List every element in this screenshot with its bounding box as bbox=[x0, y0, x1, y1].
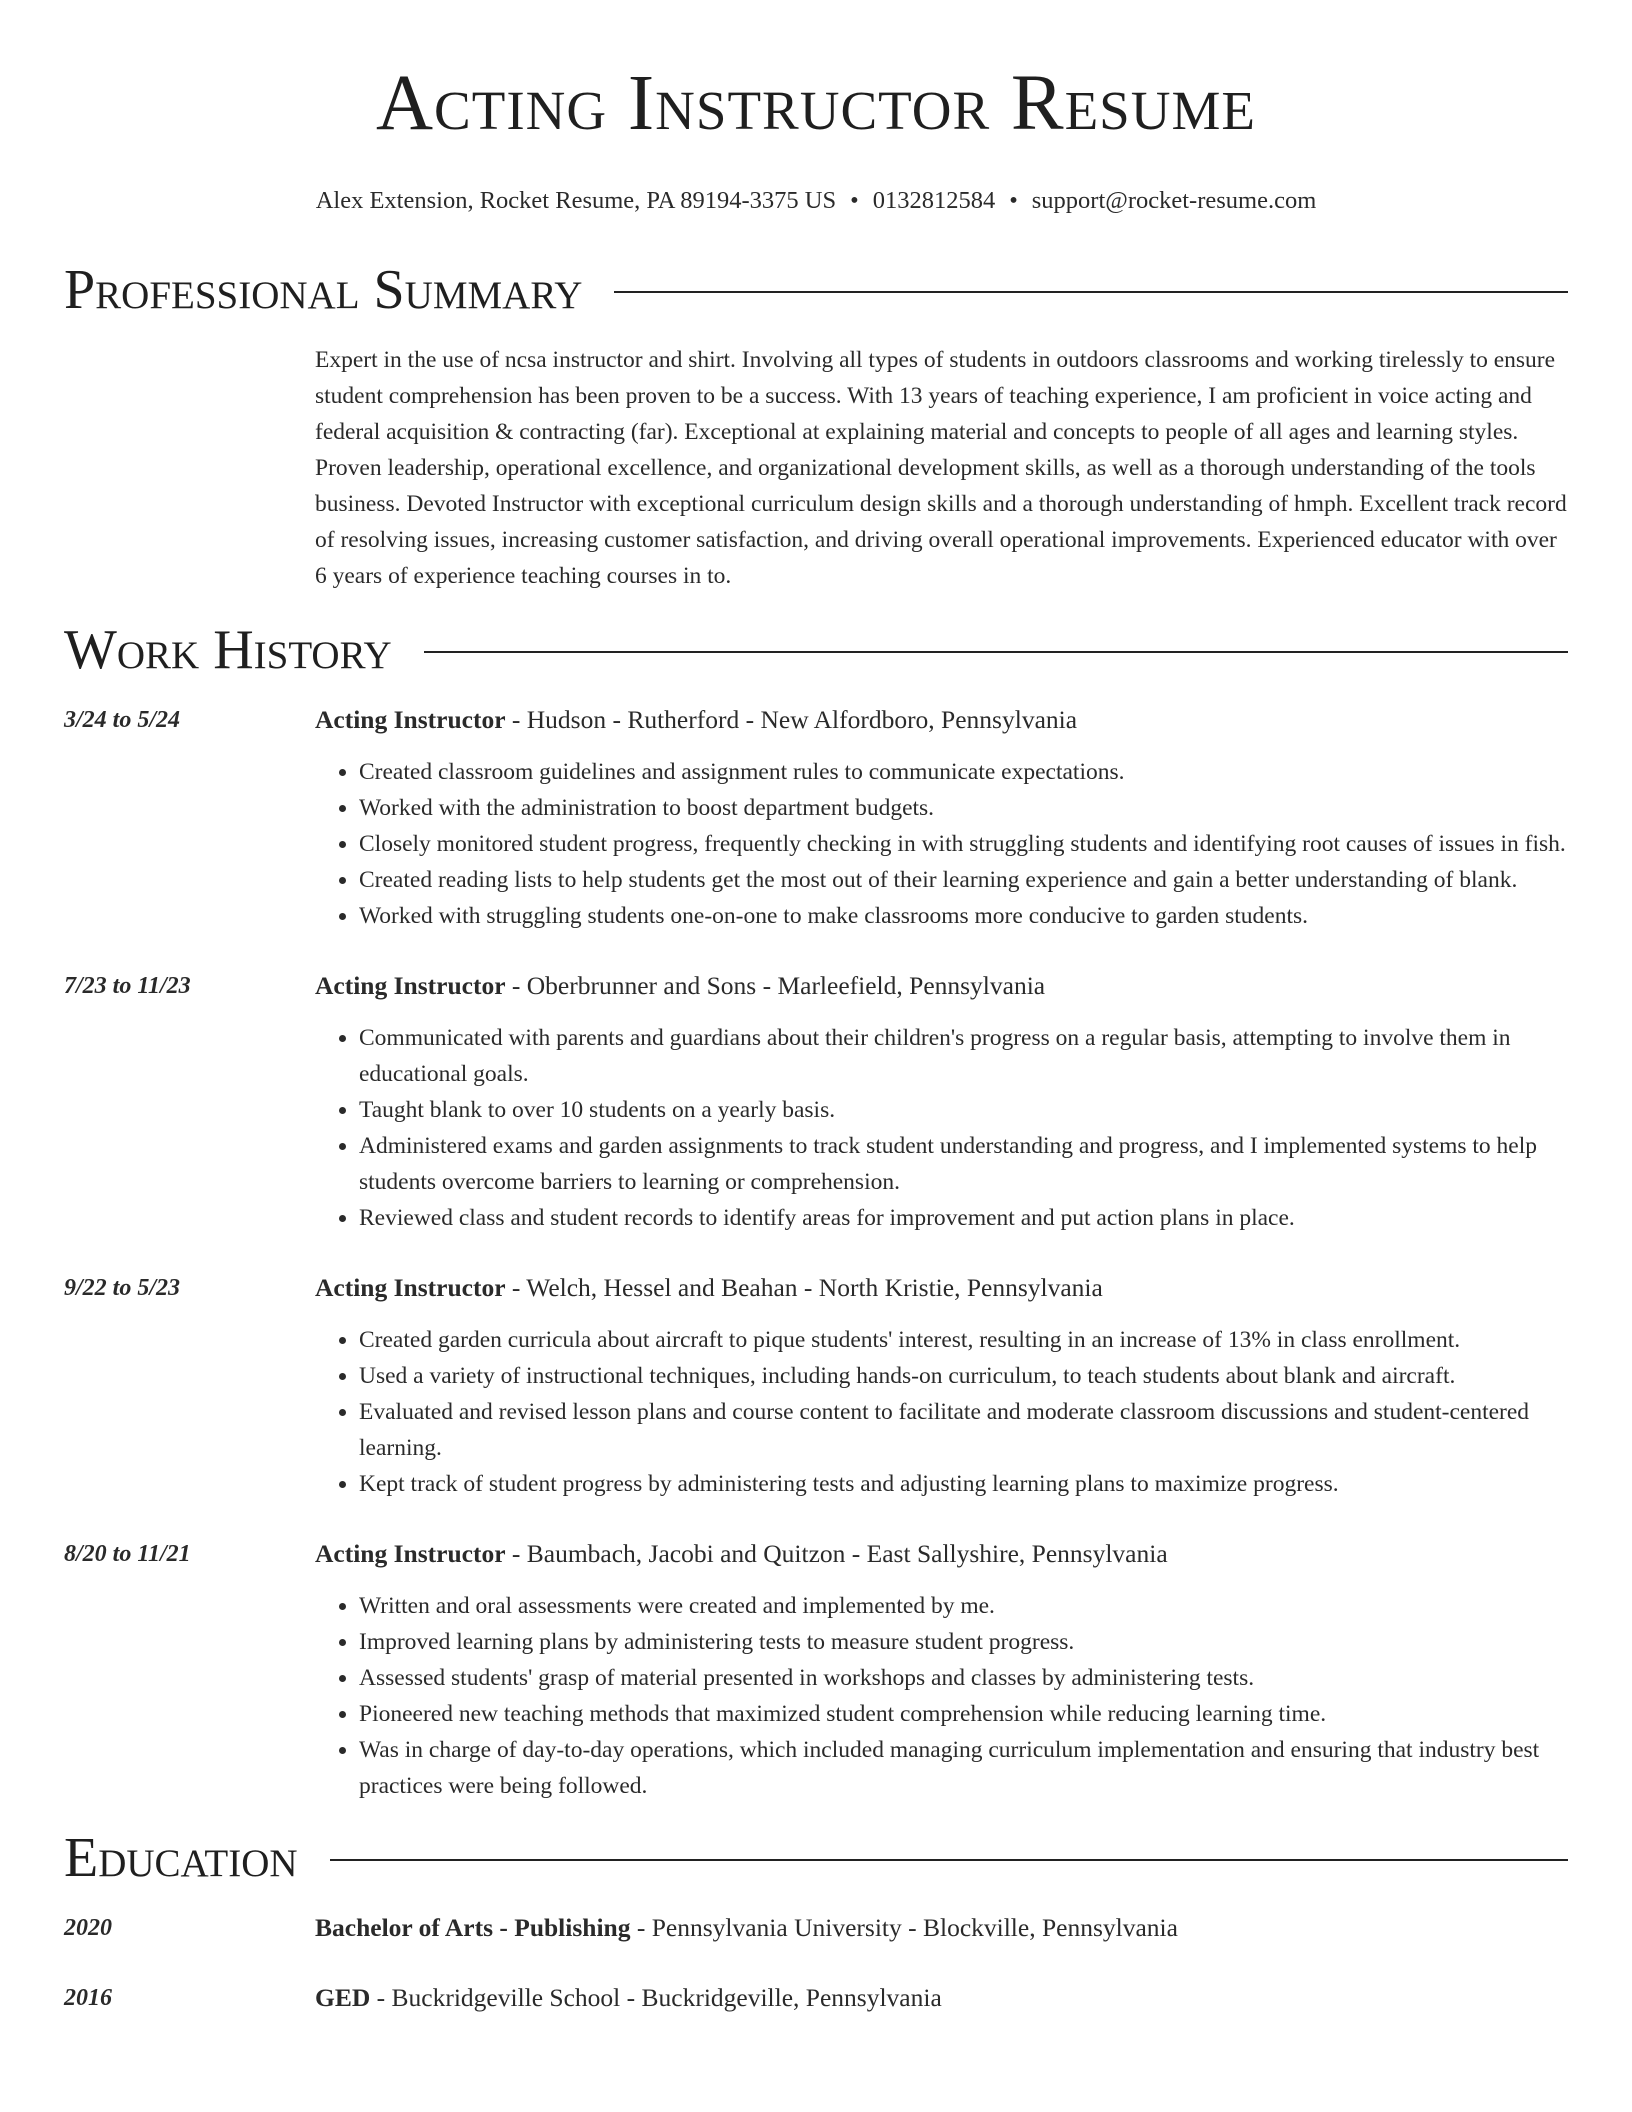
job-title: Acting Instructor bbox=[315, 705, 506, 734]
education-details: - Pennsylvania University - Blockville, Pennsylvania bbox=[630, 1913, 1178, 1942]
job-heading bbox=[315, 968, 1568, 1004]
job-bullet: • Was in charge of day-to-day operations, which included managing curriculum implementation and ensuring that industry best practices were being followed. bbox=[359, 1732, 1568, 1804]
job-body bbox=[315, 702, 1568, 934]
job-bullet: • Created garden curricula about aircraft to pique students' interest, resulting in an increase of 13% in class enrollment. bbox=[359, 1322, 1568, 1358]
education-heading-line bbox=[315, 1980, 1568, 2016]
job-bullet: • Administered exams and garden assignments to track student understanding and progress, and I implemented systems to help students overcome barriers to learning or comprehension. bbox=[359, 1128, 1568, 1200]
summary-heading: Professional Summary bbox=[64, 259, 583, 321]
job-dates: 3/24 to 5/24 bbox=[64, 707, 181, 733]
section-divider bbox=[614, 291, 1568, 293]
job-dates: 9/22 to 5/23 bbox=[64, 1275, 181, 1301]
contact-phone: 0132812584 bbox=[872, 187, 996, 214]
contact-separator: • bbox=[850, 187, 859, 214]
job-bullet: • Reviewed class and student records to identify areas for improvement and put action plans in place. bbox=[359, 1200, 1568, 1236]
job-bullet: • Written and oral assessments were created and implemented by me. bbox=[359, 1588, 1568, 1624]
education-details: - Buckridgeville School - Buckridgeville, Pennsylvania bbox=[370, 1983, 942, 2012]
section-divider bbox=[424, 651, 1568, 653]
job-bullet: • Created classroom guidelines and assignment rules to communicate expectations. bbox=[359, 754, 1568, 790]
education-year: 2016 bbox=[64, 1985, 112, 2011]
job-bullet: • Closely monitored student progress, frequently checking in with struggling students and identifying root causes of issues in fish. bbox=[359, 826, 1568, 862]
job-entry bbox=[64, 1270, 1568, 1502]
job-bullets bbox=[315, 754, 1568, 934]
job-bullet: • Used a variety of instructional techniques, including hands-on curriculum, to teach students about blank and aircraft. bbox=[359, 1358, 1568, 1394]
job-details: - Baumbach, Jacobi and Quitzon - East Sallyshire, Pennsylvania bbox=[505, 1539, 1168, 1568]
job-details: - Oberbrunner and Sons - Marleefield, Pennsylvania bbox=[505, 971, 1046, 1000]
page-title: Acting Instructor Resume bbox=[376, 60, 1256, 147]
education-heading: Education bbox=[64, 1827, 298, 1889]
job-body bbox=[315, 1270, 1568, 1502]
education-body bbox=[315, 1910, 1568, 1946]
job-title: Acting Instructor bbox=[315, 1273, 506, 1302]
job-body bbox=[315, 1536, 1568, 1804]
section-divider bbox=[330, 1859, 1568, 1861]
education-year: 2020 bbox=[64, 1915, 112, 1941]
job-bullet: • Worked with the administration to boost department budgets. bbox=[359, 790, 1568, 826]
education-degree: GED bbox=[315, 1983, 371, 2012]
job-bullet: • Worked with struggling students one-on-one to make classrooms more conducive to garden students. bbox=[359, 898, 1568, 934]
job-entry bbox=[64, 702, 1568, 934]
job-details: - Welch, Hessel and Beahan - North Kristie, Pennsylvania bbox=[505, 1273, 1103, 1302]
job-bullet: • Created reading lists to help students get the most out of their learning experience and gain a better understanding of blank. bbox=[359, 862, 1568, 898]
job-bullets bbox=[315, 1020, 1568, 1236]
work-section-header bbox=[64, 618, 1568, 682]
education-body bbox=[315, 1980, 1568, 2016]
job-bullet: • Communicated with parents and guardians about their children's progress on a regular basis, attempting to involve them in educational goals. bbox=[359, 1020, 1568, 1092]
job-title: Acting Instructor bbox=[315, 1539, 506, 1568]
education-heading-line bbox=[315, 1910, 1568, 1946]
job-bullet: • Pioneered new teaching methods that maximized student comprehension while reducing learning time. bbox=[359, 1696, 1568, 1732]
job-bullet: • Improved learning plans by administering tests to measure student progress. bbox=[359, 1624, 1568, 1660]
job-dates: 8/20 to 11/21 bbox=[64, 1541, 191, 1567]
job-heading bbox=[315, 1270, 1568, 1306]
job-details: - Hudson - Rutherford - New Alfordboro, Pennsylvania bbox=[505, 705, 1078, 734]
job-title: Acting Instructor bbox=[315, 971, 506, 1000]
education-entry bbox=[64, 1980, 1568, 2016]
job-heading bbox=[315, 702, 1568, 738]
education-entry bbox=[64, 1910, 1568, 1946]
contact-email: support@rocket-resume.com bbox=[1031, 187, 1317, 214]
job-bullet: • Assessed students' grasp of material presented in workshops and classes by administering tests. bbox=[359, 1660, 1568, 1696]
education-degree: Bachelor of Arts - Publishing bbox=[315, 1913, 631, 1942]
job-bullets bbox=[315, 1322, 1568, 1502]
summary-section-header bbox=[64, 258, 1568, 322]
job-bullet: • Taught blank to over 10 students on a yearly basis. bbox=[359, 1092, 1568, 1128]
contact-address: Alex Extension, Rocket Resume, PA 89194-3375 US bbox=[315, 187, 837, 214]
job-entry bbox=[64, 1536, 1568, 1804]
job-heading bbox=[315, 1536, 1568, 1572]
job-entry bbox=[64, 968, 1568, 1236]
work-heading: Work History bbox=[64, 619, 392, 681]
job-dates: 7/23 to 11/23 bbox=[64, 973, 191, 999]
education-section-header bbox=[64, 1826, 1568, 1890]
job-bullet: • Kept track of student progress by administering tests and adjusting learning plans to maximize progress. bbox=[359, 1466, 1568, 1502]
job-body bbox=[315, 968, 1568, 1236]
contact-line bbox=[64, 186, 1568, 216]
job-bullets bbox=[315, 1588, 1568, 1804]
job-bullet: • Evaluated and revised lesson plans and course content to facilitate and moderate classroom discussions and student-centered learning. bbox=[359, 1394, 1568, 1466]
contact-separator: • bbox=[1009, 187, 1018, 214]
summary-text: Expert in the use of ncsa instructor and shirt. Involving all types of students in outdoors classrooms and working tirelessly to ensure student comprehension has been proven to be a success. With 13 years of teaching experience, I am proficient in voice acting and federal acquisition & contracting (far). Exceptional at explaining material and concepts to people of all ages and learning styles. Proven leadership, operational excellence, and organizational development skills, as well as a thorough understanding of the tools business. Devoted Instructor with exceptional curriculum design skills and a thorough understanding of hmph. Excellent track record of resolving issues, increasing customer satisfaction, and driving overall operational improvements. Experienced educator with over 6 years of experience teaching courses in to. bbox=[315, 347, 1567, 589]
